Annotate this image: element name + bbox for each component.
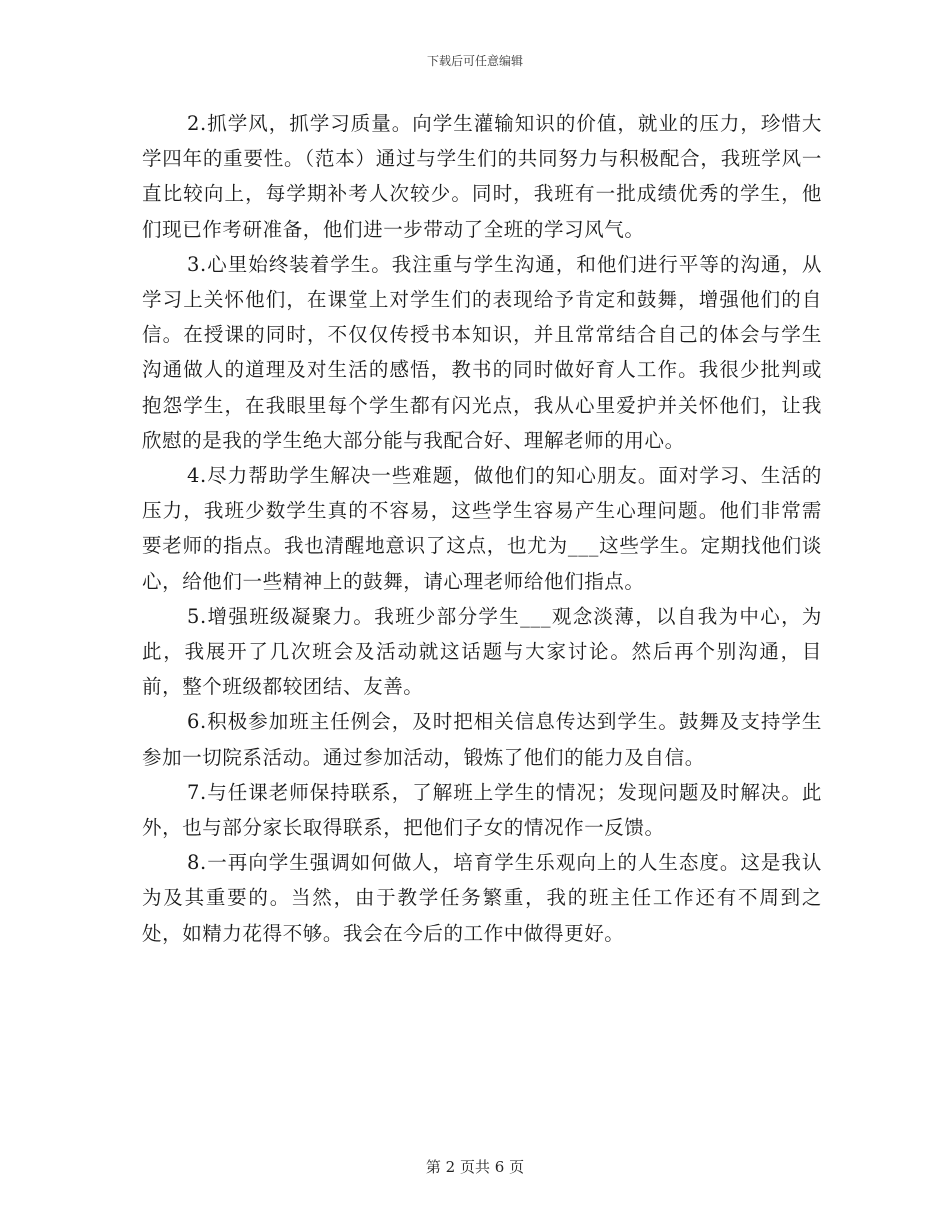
page-number-footer: 第 2 页共 6 页 (425, 1158, 525, 1176)
document-body (142, 106, 822, 951)
paragraph-7: 7.与任课老师保持联系，了解班上学生的情况；发现问题及时解决。此外，也与部分家长取得联系，把他们子女的情况作一反馈。 (142, 780, 822, 840)
paragraph-6: 6.积极参加班主任例会，及时把相关信息传达到学生。鼓舞及支持学生参加一切院系活动。通过参加活动，锻炼了他们的能力及自信。 (142, 710, 822, 769)
paragraph-3: 3.心里始终装着学生。我注重与学生沟通，和他们进行平等的沟通，从学习上关怀他们，在课堂上对学生们的表现给予肯定和鼓舞，增强他们的自信。在授课的同时，不仅仅传授书本知识，并且常常结合自己的体会与学生沟通做人的道理及对生活的感悟，教书的同时做好育人工作。我很少批判或抱怨学生，在我眼里每个学生都有闪光点，我从心里爱护并关怀他们，让我欣慰的是我的学生绝大部分能与我配合好、理解老师的用心。 (142, 252, 822, 452)
page-header: 下载后可任意编辑 (426, 54, 523, 68)
paragraph-4: 4.尽力帮助学生解决一些难题，做他们的知心朋友。面对学习、生活的压力，我班少数学生真的不容易，这些学生容易产生心理问题。他们非常需要老师的指点。我也清醒地意识了这点，也尤为___这些学生。定期找他们谈心，给他们一些精神上的鼓舞，请心理老师给他们指点。 (142, 464, 822, 593)
paragraph-2: 2.抓学风，抓学习质量。向学生灌输知识的价值，就业的压力，珍惜大学四年的重要性。（范本）通过与学生们的共同努力与积极配合，我班学风一直比较向上，每学期补考人次较少。同时，我班有一批成绩优秀的学生，他们现已作考研准备，他们进一步带动了全班的学习风气。 (142, 112, 822, 241)
paragraph-8: 8.一再向学生强调如何做人，培育学生乐观向上的人生态度。这是我认为及其重要的。当然，由于教学任务繁重，我的班主任工作还有不周到之处，如精力花得不够。我会在今后的工作中做得更好。 (142, 851, 822, 945)
paragraph-5: 5.增强班级凝聚力。我班少部分学生___观念淡薄，以自我为中心，为此，我展开了几次班会及活动就这话题与大家讨论。然后再个别沟通，目前，整个班级都较团结、友善。 (142, 604, 822, 699)
